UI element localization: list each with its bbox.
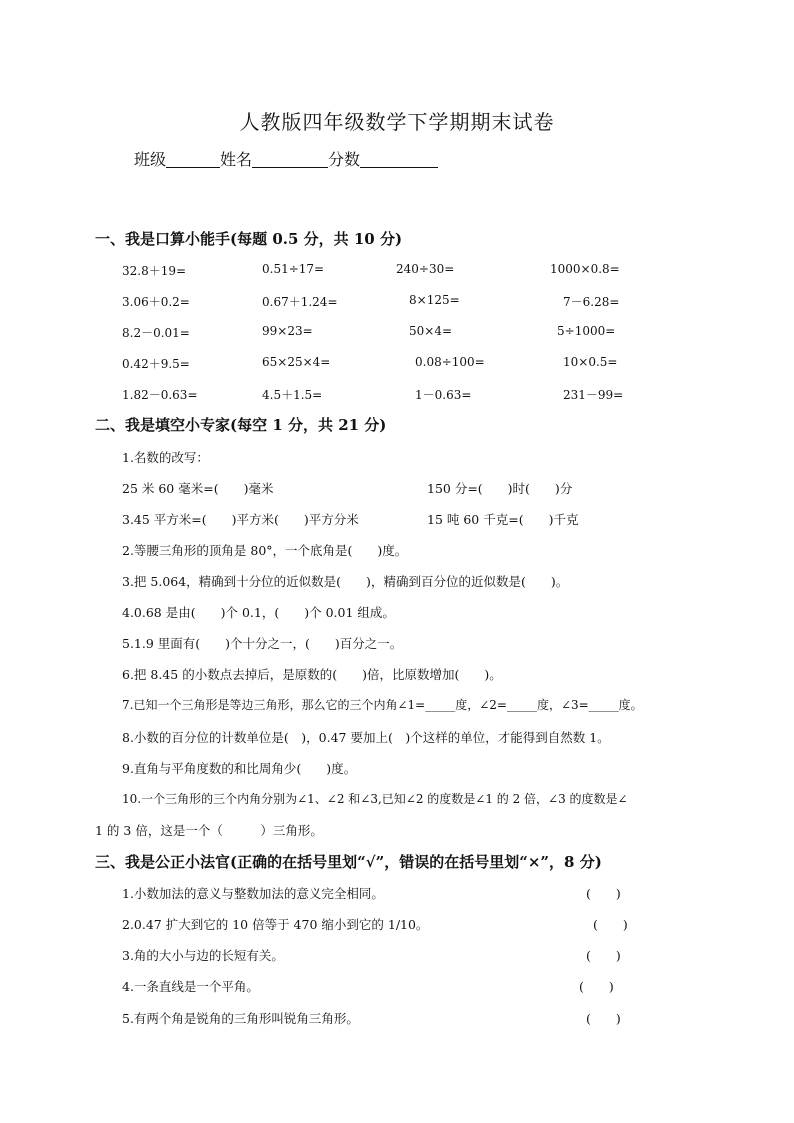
question-10-line2: 1 的 3 倍，这是一个（ ）三角形。	[95, 823, 323, 838]
question-7: 7.已知一个三角形是等边三角形，那么它的三个内角∠1=_____度，∠2=_____度，∠3=_____度。	[122, 698, 643, 712]
question-2: 2.等腰三角形的顶角是 80°，一个底角是( )度。	[122, 543, 408, 558]
section1-heading: 一、我是口算小能手(每题 0.5 分，共 10 分)	[95, 230, 403, 248]
calc-item: 1.82－0.63=	[122, 388, 198, 402]
judge-answer-1[interactable]: ( )	[586, 886, 621, 901]
judge-item-1: 1.小数加法的意义与整数加法的意义完全相同。	[122, 886, 384, 901]
question-1b: 150 分=( )时( )分	[427, 481, 573, 496]
calc-item: 0.42＋9.5=	[122, 357, 190, 371]
class-label: 班级	[134, 150, 167, 169]
judge-answer-3[interactable]: ( )	[586, 948, 621, 963]
calc-item: 50×4=	[409, 324, 453, 338]
question-1d: 15 吨 60 千克=( )千克	[427, 512, 579, 527]
calc-item: 1000×0.8=	[550, 262, 620, 276]
student-info-line	[134, 147, 438, 170]
section3-heading: 三、我是公正小法官(正确的在括号里划“√”，错误的在括号里划“×”，8 分)	[95, 853, 602, 871]
calc-item: 7－6.28=	[563, 295, 620, 309]
calc-item: 8.2－0.01=	[122, 326, 190, 340]
calc-item: 231－99=	[563, 388, 624, 402]
question-1-title: 1.名数的改写：	[122, 450, 209, 465]
question-9: 9.直角与平角度数的和比周角少( )度。	[122, 761, 357, 776]
class-blank	[166, 151, 220, 168]
question-6: 6.把 8.45 的小数点去掉后，是原数的( )倍，比原数增加( )。	[122, 667, 502, 682]
calc-item: 99×23=	[262, 324, 313, 338]
question-3: 3.把 5.064，精确到十分位的近似数是( )，精确到百分位的近似数是( )。	[122, 574, 569, 589]
calc-item: 8×125=	[409, 293, 460, 307]
judge-item-2: 2.0.47 扩大到它的 10 倍等于 470 缩小到它的 1/10。	[122, 917, 429, 932]
calc-item: 0.51÷17=	[262, 262, 325, 276]
name-label: 姓名	[220, 150, 253, 169]
question-4: 4.0.68 是由( )个 0.1，( )个 0.01 组成。	[122, 605, 395, 620]
calc-item: 0.08÷100=	[415, 355, 485, 369]
judge-item-4: 4.一条直线是一个平角。	[122, 979, 259, 994]
score-blank	[360, 151, 438, 168]
calc-item: 240÷30=	[396, 262, 455, 276]
calc-item: 4.5＋1.5=	[262, 388, 323, 402]
question-1c: 3.45 平方米=( )平方米( )平方分米	[122, 512, 359, 527]
name-blank	[252, 151, 328, 168]
judge-answer-5[interactable]: ( )	[586, 1011, 621, 1026]
judge-answer-4[interactable]: ( )	[579, 979, 614, 994]
question-10-line1: 10.一个三角形的三个内角分别为∠1、∠2 和∠3,已知∠2 的度数是∠1 的 2 倍，∠3 的度数是∠	[122, 792, 628, 806]
section2-heading: 二、我是填空小专家(每空 1 分，共 21 分)	[95, 416, 387, 434]
calc-item: 5÷1000=	[557, 324, 616, 338]
score-label: 分数	[328, 150, 361, 169]
calc-item: 1－0.63=	[415, 388, 472, 402]
question-8: 8.小数的百分位的计数单位是( )，0.47 要加上( )个这样的单位，才能得到自然数 1。	[122, 730, 610, 745]
calc-item: 0.67＋1.24=	[262, 295, 338, 309]
page-title: 人教版四年级数学下学期期末试卷	[239, 110, 555, 134]
judge-item-5: 5.有两个角是锐角的三角形叫锐角三角形。	[122, 1011, 359, 1026]
judge-item-3: 3.角的大小与边的长短有关。	[122, 948, 284, 963]
question-5: 5.1.9 里面有( )个十分之一，( )百分之一。	[122, 636, 403, 651]
calc-item: 32.8＋19=	[122, 264, 187, 278]
calc-item: 10×0.5=	[563, 355, 618, 369]
judge-answer-2[interactable]: ( )	[593, 917, 628, 932]
calc-item: 65×25×4=	[262, 355, 331, 369]
question-1a: 25 米 60 毫米=( )毫米	[122, 481, 274, 496]
calc-item: 3.06＋0.2=	[122, 295, 190, 309]
